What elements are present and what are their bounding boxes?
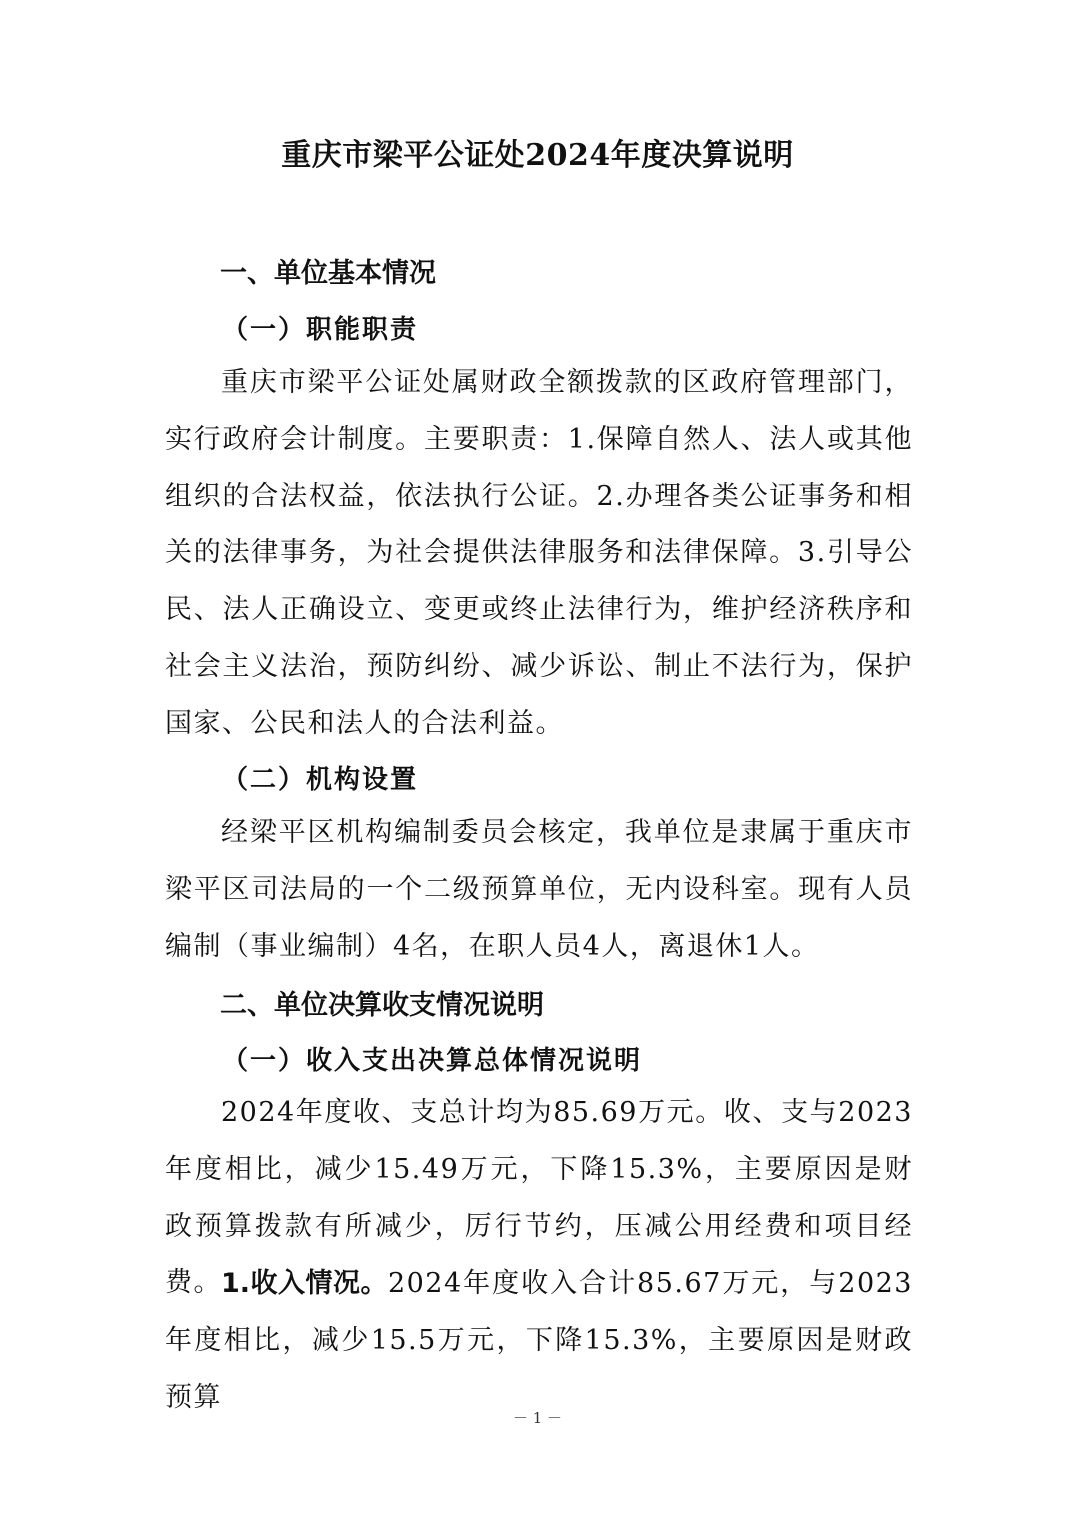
- subsection-heading-organization: （二）机构设置: [222, 765, 419, 795]
- income-item-text: 2024年度收入合计85.67万元，与2023年度相比，减少15.5万元，下降15.3%，主要原因是财政预算: [165, 1268, 913, 1413]
- paragraph-income: [165, 1256, 913, 1426]
- document-title: 重庆市梁平公证处2024年度决算说明: [281, 138, 794, 173]
- income-item-lead: 1.收入情况。: [221, 1268, 388, 1299]
- page-number: － 1 －: [512, 1409, 563, 1427]
- paragraph-functions: 重庆市梁平公证处属财政全额拨款的区政府管理部门，实行政府会计制度。主要职责：1.保障自然人、法人或其他组织的合法权益，依法执行公证。2.办理各类公证事务和相关的法律事务，为社会提供法律服务和法律保障。3.引导公民、法人正确设立、变更或终止法律行为，维护经济秩序和社会主义法治，预防纠纷、减少诉讼、制止不法行为，保护国家、公民和法人的合法利益。: [165, 367, 913, 739]
- subsection-heading-functions: （一）职能职责: [222, 315, 419, 345]
- paragraph-organization: 经梁平区机构编制委员会核定，我单位是隶属于重庆市梁平区司法局的一个二级预算单位，无内设科室。现有人员编制（事业编制）4名，在职人员4人，离退休1人。: [165, 817, 913, 962]
- section-heading-basic-info: 一、单位基本情况: [220, 258, 436, 289]
- paragraph-overall: 2024年度收、支总计均为85.69万元。收、支与2023年度相比，减少15.49万元，下降15.3%，主要原因是财政预算拨款有所减少，厉行节约，压减公用经费和项目经费。: [165, 1097, 913, 1299]
- subsection-heading-overall: （一）收入支出决算总体情况说明: [222, 1046, 643, 1076]
- section-heading-budget: 二、单位决算收支情况说明: [220, 990, 544, 1021]
